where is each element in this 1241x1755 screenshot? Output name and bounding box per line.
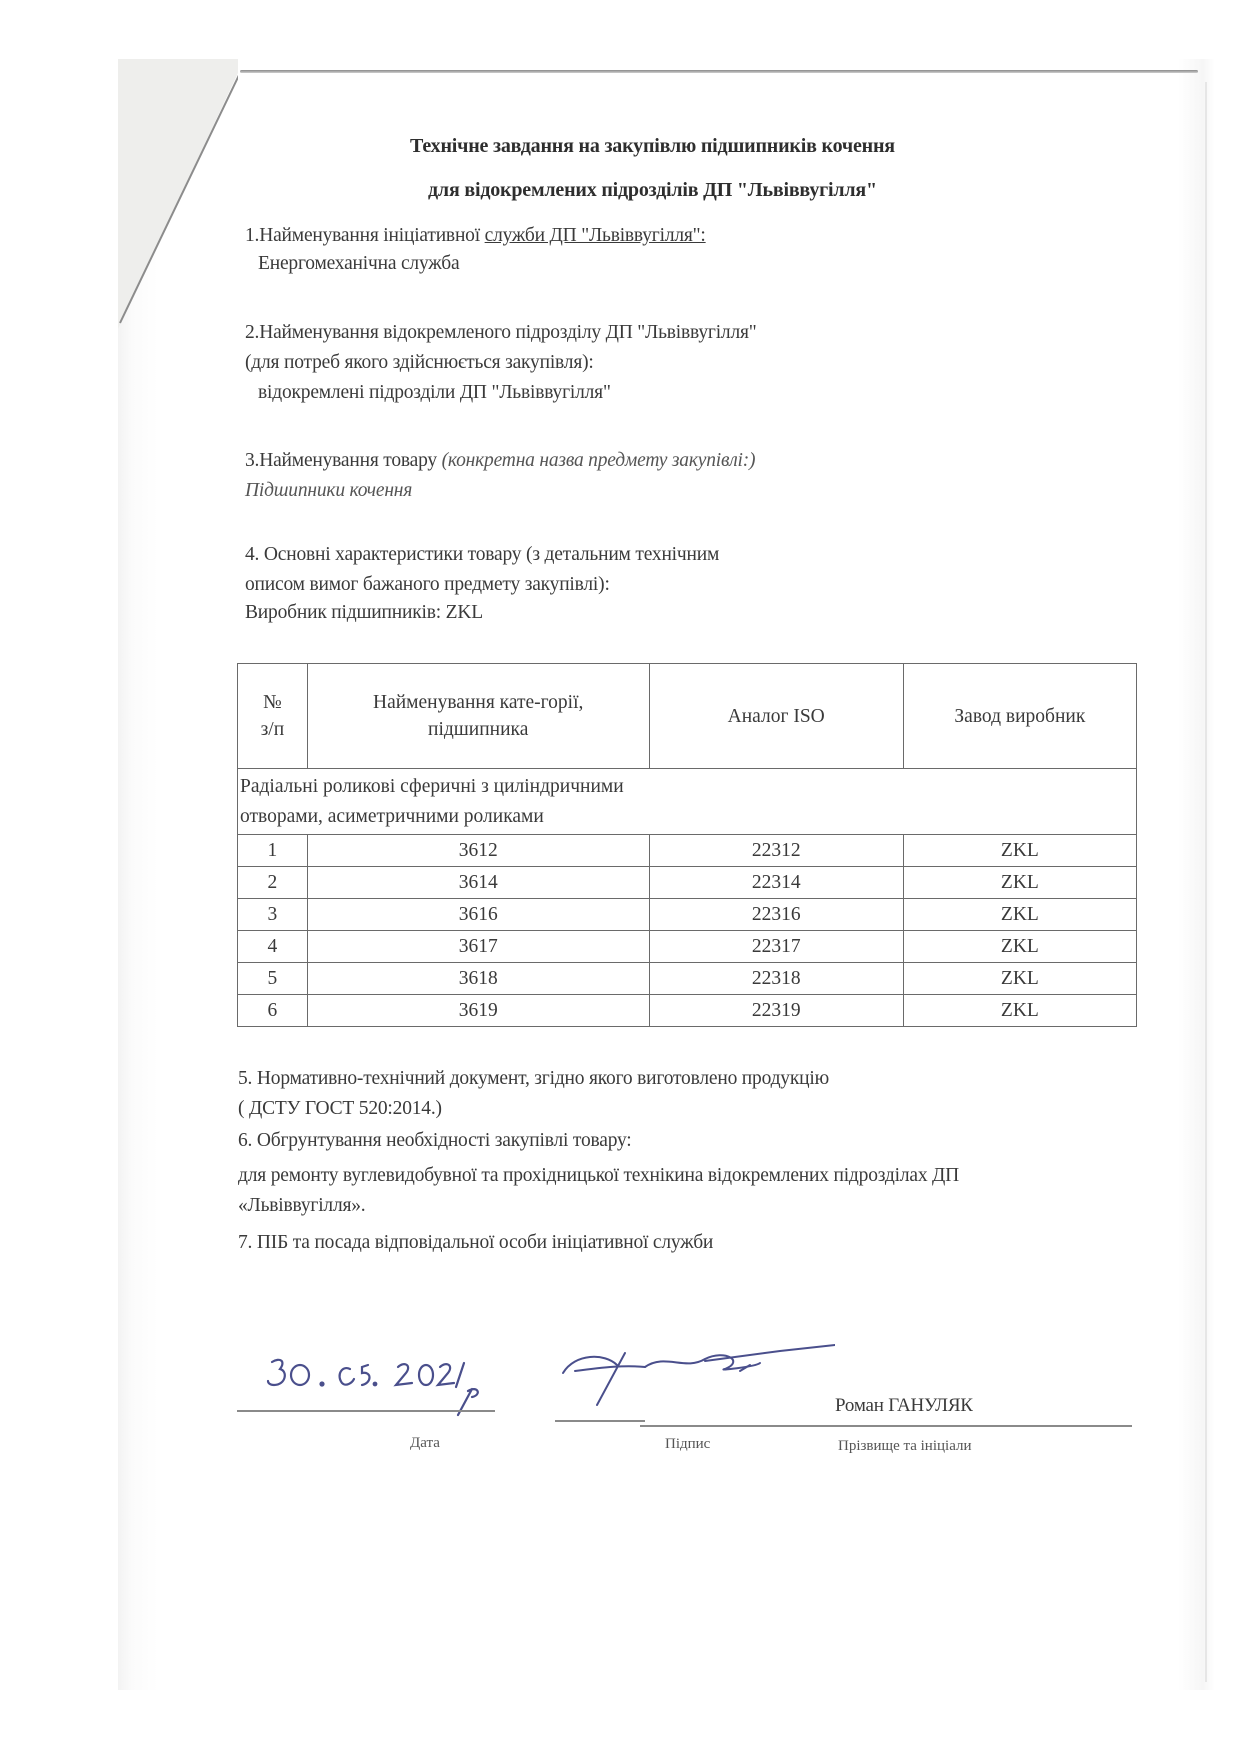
cell-iso: 22318 xyxy=(649,963,903,995)
cell-maker: ZKL xyxy=(903,899,1136,931)
section1-label-plain: 1.Найменування ініціативної xyxy=(245,225,485,246)
doc-title-line1: Технічне завдання на закупівлю підшипників кочення xyxy=(410,135,895,157)
cell-name: 3617 xyxy=(307,931,649,963)
section6-line1: 6. Обгрунтування необхідності закупівлі товару: xyxy=(238,1130,632,1151)
cell-number: 2 xyxy=(238,867,308,899)
cell-number: 4 xyxy=(238,931,308,963)
cell-number: 1 xyxy=(238,835,308,867)
cell-name: 3614 xyxy=(307,867,649,899)
cell-maker: ZKL xyxy=(903,931,1136,963)
section4-line1: 4. Основні характеристики товару (з детальним технічним xyxy=(245,544,720,565)
section3-hint: (конкретна назва предмету закупівлі:) xyxy=(441,450,756,471)
signature-line xyxy=(640,1425,1132,1427)
cell-number: 6 xyxy=(238,995,308,1027)
cell-number: 3 xyxy=(238,899,308,931)
cell-name: 3612 xyxy=(307,835,649,867)
section4-line2: описом вимог бажаного предмету закупівлі): xyxy=(245,574,610,595)
section3-label xyxy=(245,448,755,473)
section3-label-text: 3.Найменування товару xyxy=(245,450,442,471)
header-iso: Аналог ISO xyxy=(649,664,903,769)
caption-signature: Підпис xyxy=(665,1436,711,1452)
cell-iso: 22317 xyxy=(649,931,903,963)
section3-value: Підшипники кочення xyxy=(245,480,413,501)
section7-line1: 7. ПІБ та посада відповідальної особи ініціативної служби xyxy=(238,1232,714,1253)
group-label-line1: Радіальні роликові сферичні з циліндричними xyxy=(240,775,624,797)
signature xyxy=(555,1343,835,1413)
bearings-table xyxy=(237,663,1137,1027)
cell-number: 5 xyxy=(238,963,308,995)
cell-name: 3618 xyxy=(307,963,649,995)
handwritten-date xyxy=(250,1345,500,1420)
header-number xyxy=(238,664,308,769)
section1-value: Енергомеханічна служба xyxy=(258,253,460,274)
cell-iso: 22314 xyxy=(649,867,903,899)
cell-iso: 22316 xyxy=(649,899,903,931)
section5-line1: 5. Нормативно-технічний документ, згідно якого виготовлено продукцію xyxy=(238,1068,829,1089)
signature-line-short xyxy=(555,1420,645,1422)
section1-label xyxy=(245,223,706,248)
cell-iso: 22312 xyxy=(649,835,903,867)
section6-line3: «Львіввугілля». xyxy=(238,1195,366,1216)
table-header-row xyxy=(238,664,1137,769)
date-line xyxy=(237,1410,495,1412)
header-number-line2: з/п xyxy=(260,719,285,740)
header-name-line1: Найменування кате-горії, xyxy=(373,692,584,713)
cell-maker: ZKL xyxy=(903,835,1136,867)
cell-iso: 22319 xyxy=(649,995,903,1027)
table-row xyxy=(238,963,1137,995)
cell-maker: ZKL xyxy=(903,963,1136,995)
header-maker: Завод виробник xyxy=(903,664,1136,769)
group-label-line2: отворами, асиметричними роликами xyxy=(240,805,544,827)
table-row xyxy=(238,899,1137,931)
table-row xyxy=(238,867,1137,899)
header-number-line1: № xyxy=(263,692,282,713)
table-row xyxy=(238,835,1137,867)
page-top-edge xyxy=(240,70,1198,73)
section1-label-underlined: служби ДП "Львіввугілля": xyxy=(484,225,706,246)
table-group-row xyxy=(238,769,1137,835)
section2-line2: (для потреб якого здійснюється закупівля): xyxy=(245,352,594,373)
doc-title-line2: для відокремлених підрозділів ДП "Львіввугілля" xyxy=(428,179,877,201)
cell-name: 3616 xyxy=(307,899,649,931)
section2-value: відокремлені підрозділи ДП "Львіввугілля" xyxy=(258,382,611,403)
table-row xyxy=(238,995,1137,1027)
table-row xyxy=(238,931,1137,963)
cell-maker: ZKL xyxy=(903,995,1136,1027)
caption-name: Прізвище та ініціали xyxy=(838,1438,972,1454)
section2-line1: 2.Найменування відокремленого підрозділу ДП "Львіввугілля" xyxy=(245,322,757,343)
header-name xyxy=(307,664,649,769)
page-right-edge xyxy=(1205,82,1207,1682)
section6-line2: для ремонту вуглевидобувної та прохідницької технікина відокремлених підрозділах ДП xyxy=(238,1165,960,1186)
cell-maker: ZKL xyxy=(903,867,1136,899)
section4-line3: Виробник підшипників: ZKL xyxy=(245,602,483,623)
caption-date: Дата xyxy=(410,1435,440,1451)
header-name-line2: підшипника xyxy=(428,719,529,740)
folded-corner xyxy=(118,59,238,329)
cell-name: 3619 xyxy=(307,995,649,1027)
signatory-name: Роман ГАНУЛЯК xyxy=(835,1395,973,1416)
group-label xyxy=(238,769,1137,835)
section5-line2: ( ДСТУ ГОСТ 520:2014.) xyxy=(238,1098,442,1119)
